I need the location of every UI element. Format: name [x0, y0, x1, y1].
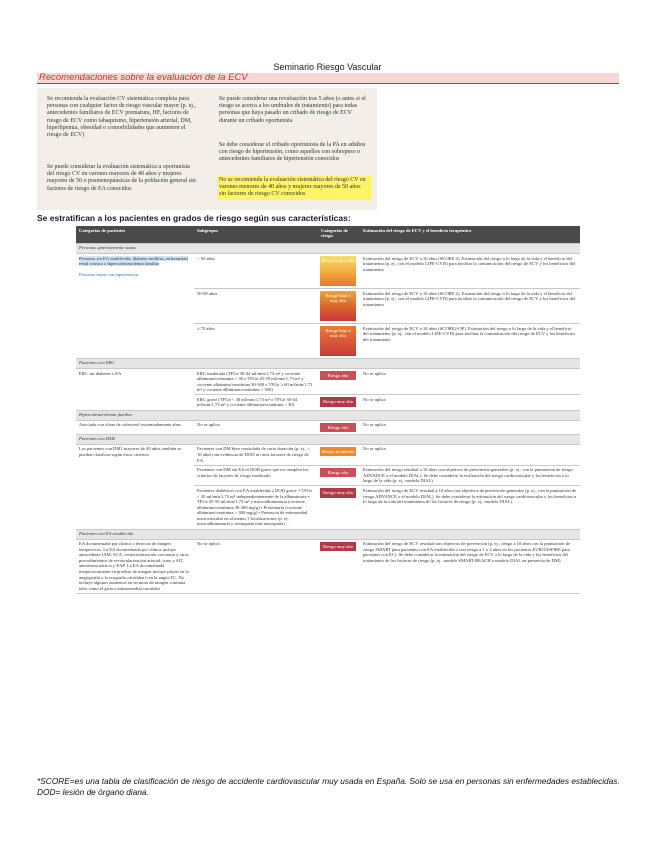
estimate: Estimación del riesgo de ECV a 10 años (SCORE2-OP). Estimación del riesgo a lo largo de la vida y el beneficio del tratamiento (p. ej., con el modelo LIFE-CVD) para facilitar la comunicación del riesgo de ECV y los beneficios del tratamiento	[360, 324, 580, 359]
highlighted-subcategory: Personas sanas con hipertensión	[79, 272, 139, 278]
table-row	[76, 444, 580, 465]
risk-cell	[318, 369, 360, 395]
estimate: Estimación del riesgo de ECV residual tras objetivos de prevención (p. ej., riesgo a 10 años con la puntuación de riesgo SMART para pacientes con EA establecida o con riesgo a 1 o 2 años en los pacientes EUROASPIRE para pacientes con EC). Se debe considerar la estimación del riesgo de ECV a lo largo de la vida y los beneficios del tratamiento de los factores de riesgo (p. ej., modelo SMART-REACH o modelo DIAL en presencia de DM)	[360, 539, 580, 593]
risk-badge: Riesgo bajo a muy alto	[320, 326, 356, 356]
subgroup: Pacientes diabéticos con EA establecida o DOD grave: • TFGe < 45 ml/min/1,73 m² independientemente de la albuminuria • TFGe 45-59 ml/min/1,73 m² y microalbuminuria (cociente albúmina/creatinina 30-300 mg/g) • Proteinuria (cociente albúmina/creatinina > 300 mg/g) • Presencia de enfermedad microvascular en al menos 3 localizaciones (p. ej., microalbuminuria y retinopatía más neuropatía)	[194, 486, 318, 529]
subgroup: ERC grave (TFGe < 30 ml/min/1,73 m² o TFGe 30-44 ml/min/1,73 m² y cociente albúmina/creatinina > 30)	[194, 395, 318, 410]
recommendation-right-3-highlighted: No se recomienda la evaluación sistemática del riesgo CV en varones menores de 40 años y mujeres mayores de 50 años sin factores de riesgo CV conocidos	[217, 176, 371, 200]
table-row	[76, 539, 580, 593]
group-row: Hipercolesterolemia familiar	[76, 410, 580, 420]
subgroup: 50-69 años	[194, 289, 318, 324]
highlighted-description: Personas sin EA establecida, diabetes mellitus, enfermedad renal crónica o hipercolesterolemia familiar	[79, 255, 188, 267]
risk-badge: Riesgo moderado	[320, 447, 356, 456]
risk-cell	[318, 254, 360, 289]
estimate: Estimación del riesgo de ECV a 10 años (SCORE 2). Estimación del riesgo a lo largo de la vida y el beneficio del tratamiento (p. ej., con el modelo LIFE-CVD) para facilitar la comunicación del riesgo de ECV y los beneficios del tratamiento	[360, 254, 580, 289]
risk-cell	[318, 324, 360, 359]
group-row: Personas aparentemente sanas	[76, 244, 580, 254]
subgroup: < 50 años	[194, 254, 318, 289]
footnote: *SCORE=es una tabla de clasificación de riesgo de accidente cardiovascular muy usada en España. Solo se usa en personas sin enfermedades establecidas. DOD= lesión de órgano diana.	[37, 776, 620, 797]
patient-category	[76, 254, 194, 359]
section-heading: Recomendaciones sobre la evaluación de la ECV	[37, 73, 619, 84]
recommendation-right-1: Se puede considerar una revaluación tras 5 años (o antes si el riesgo se acerca a los umbrales de tratamiento) para todas personas que haya pasado un cribado de riesgo de ECV durante un cribado oportunista	[219, 96, 366, 124]
estimate: No se aplica	[360, 420, 580, 434]
estimate: No se aplica	[360, 369, 580, 395]
table-row	[76, 254, 580, 289]
risk-cell	[318, 289, 360, 324]
header-subgroups: Subgrupos	[194, 226, 318, 244]
page-title: Seminario Riesgo Vascular	[273, 62, 382, 72]
patient-category: EA documentada por clínica o técnicas de imagen inequívocas. La EA documentada por clínica incluye antecedente IAM, SCA, revascularización coronaria y otros procedimientos de revascularización arterial, ictus y AIT, aneurisma aórtico y EAP. La EA documentada inequívocamente en pruebas de imagen incluye placas en la angiografía o la ecografía carotídea o en la angio-TC. No incluye algunos aumentos en técnicas de imagen continua tales como el grosor intimomedial carotídeo	[76, 539, 194, 593]
header-estimate: Estimación del riesgo de ECV y el beneficio terapéutico	[360, 226, 580, 244]
recommendation-right-2: Se debe considerar el cribado oportunista de la PA en adultos con riesgo de hipertensión, como aquellos con sobrepeso o antecedentes familiares de hipertensión conocidos	[219, 142, 366, 163]
risk-badge: Riesgo muy alto	[320, 542, 356, 551]
patient-category: ERC sin diabetes o EA	[76, 369, 194, 411]
header-patients: Categorías de pacientes	[76, 226, 194, 244]
intro-text: Se estratifican a los pacientes en grados de riesgo según sus características:	[37, 213, 351, 223]
risk-badge: Riesgo bajo a muy alto	[320, 291, 356, 321]
recommendation-left-2: Se puede considerar la evaluación sistemática u oportunista del riesgo CV en varones mayores de 40 años y mujeres mayores de 50 o posmenopáusicas de la población general sin factores de riesgo de EA conocidos	[47, 164, 196, 192]
subgroup: Pacientes con DM bien controlada de corta duración (p. ej., < 10 años) sin evidencia de DOD ni otros factores de riesgo de EA	[194, 444, 318, 465]
risk-badge: Riesgo bajo a alto	[320, 256, 356, 286]
subgroup: No se aplica	[194, 420, 318, 434]
risk-table	[76, 226, 580, 594]
estimate: No se aplica	[360, 395, 580, 410]
patient-category: Los pacientes con DM1 mayores de 40 años también se pueden clasificar según estos criterios	[76, 444, 194, 529]
patient-category: Asociada con cifras de colesterol extremadamente altas	[76, 420, 194, 434]
risk-cell	[318, 539, 360, 593]
subgroup: ≥ 70 años	[194, 324, 318, 359]
estimate: Estimación del riesgo residual a 10 años con objetivos de prevención generales (p. ej., con la puntuación de riesgo ADVANCE o el modelo DIAL). Se debe considerar la evaluación del riesgo cardiovascular y los beneficios a lo largo de la vida (p. ej., modelo DIAL)	[360, 465, 580, 486]
subgroup: Pacientes con DM sin EA ni DOD grave que no cumplen los criterios de factores de riesgo moderado	[194, 465, 318, 486]
estimate: No se aplica	[360, 444, 580, 465]
subgroup: ERC moderada (TFGe 30-44 ml/min/1,73 m² y cociente albúmina/creatinina < 30 o TFGe 45-59 ml/min/1,73 m² y cociente albúmina/creatinina 30-300 o TFGe ≥ 60 ml/min/1,73 m² y cociente albúmina/creatinina > 300)	[194, 369, 318, 395]
group-row: Pacientes con DM2	[76, 434, 580, 444]
risk-cell	[318, 486, 360, 529]
table-row	[76, 420, 580, 434]
table-row	[76, 369, 580, 395]
header-risk: Categorías de riesgo	[318, 226, 360, 244]
risk-badge: Riesgo muy alto	[320, 397, 356, 406]
risk-cell	[318, 444, 360, 465]
estimate: Estimación del riesgo de ECV a 10 años (SCORE 2). Estimación del riesgo a lo largo de la vida y el beneficio del tratamiento (p. ej., con el modelo LIFE-CVD) para facilitar la comunicación del riesgo de ECV y los beneficios del tratamiento	[360, 289, 580, 324]
risk-badge: Riesgo muy alto	[320, 488, 356, 497]
recommendation-left-1: Se recomienda la evaluación CV sistemática completa para personas con cualquier factor de riesgo vascular mayor (p. ej., antecedentes familiares de ECV prematura, HF, factores de riesgo de ECV como tabaquismo, hipertensión arterial, DM, hiperlipemia, obesidad o comorbilidades que aumenten el riesgo de ECV)	[47, 96, 196, 139]
estimate: Estimación del riesgo de ECV residual a 10 años con objetivos de prevención generales (p. ej., con la puntuación de riesgo ADVANCE o el modelo DIAL). Se debe considerar la estimación del riesgo cardiovascular y los beneficios a lo largo de la vida del tratamiento de los factores de riesgo (p. ej., modelo DIAL)	[360, 486, 580, 529]
subgroup: No se aplica	[194, 539, 318, 593]
group-row: Pacientes con ERC	[76, 359, 580, 369]
risk-badge: Riesgo alto	[320, 423, 356, 432]
risk-cell	[318, 395, 360, 410]
table-header	[76, 226, 580, 244]
risk-badge: Riesgo alto	[320, 468, 356, 477]
risk-badge: Riesgo alto	[320, 371, 356, 380]
risk-cell	[318, 465, 360, 486]
group-row: Pacientes con EA establecida	[76, 529, 580, 539]
risk-cell	[318, 420, 360, 434]
recommendations-box	[37, 88, 377, 210]
